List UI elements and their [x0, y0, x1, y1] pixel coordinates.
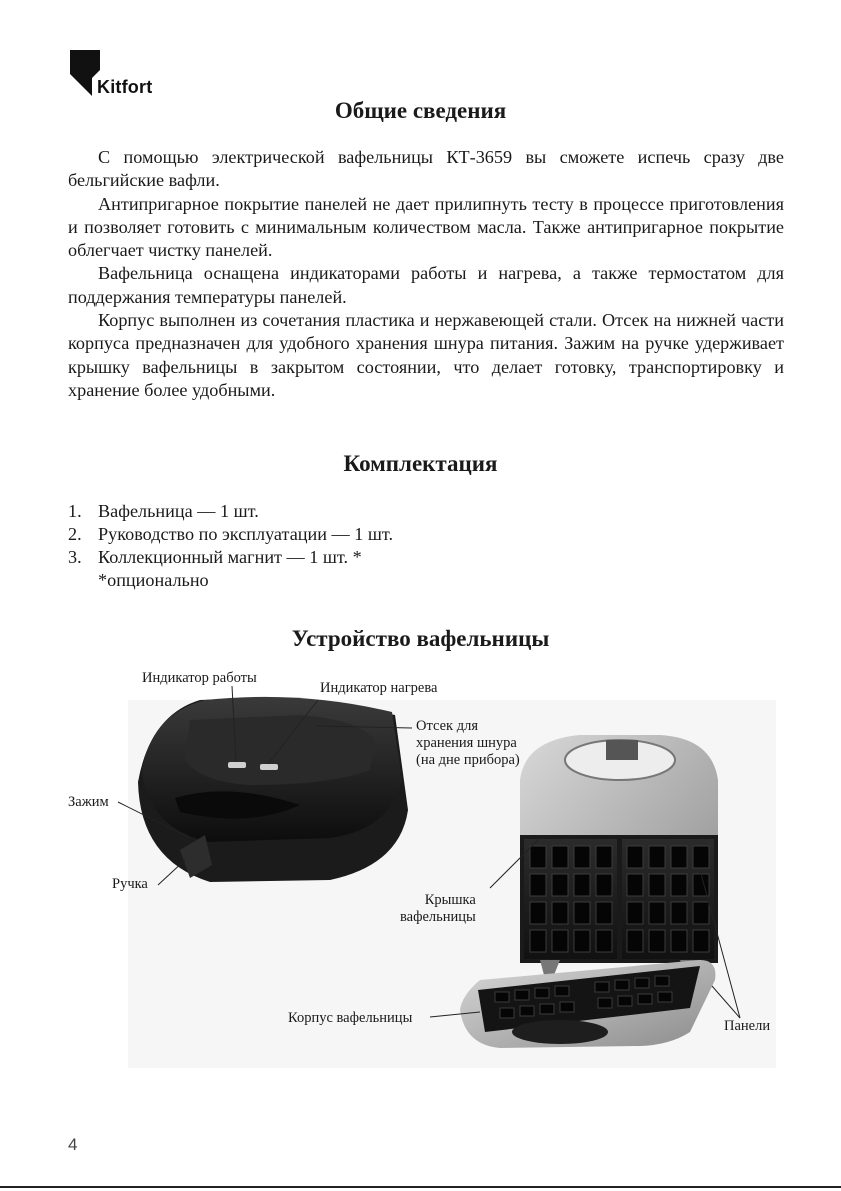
label-cord-storage-line: (на дне прибора)	[416, 752, 520, 768]
list-item-number: 2.	[68, 524, 82, 544]
waffle-maker-diagram	[0, 660, 841, 1080]
paragraph: Корпус выполнен из сочетания пластика и нержавеющей стали. Отсек на нижней части корпуса предназначен для удобного хранения шнура питания. Зажим на ручке удерживает крышку вафельницы в закрытом состоянии, что делает готовку, транспортировку и хранение более удобными.	[68, 310, 784, 400]
list-item-text: Руководство по эксплуатации — 1 шт.	[98, 524, 394, 544]
list-item	[68, 523, 393, 546]
section-title-device: Устройство вафельницы	[291, 626, 550, 651]
label-cord-storage-line: хранения шнура	[416, 735, 517, 751]
list-item-number: 3.	[68, 547, 82, 567]
paragraph: Антипригарное покрытие панелей не дает прилипнуть тесту в процессе приготовления и позволяет готовить с минимальным количеством масла. Также антипригарное покрытие облегчает чистку панелей.	[68, 193, 784, 261]
bottom-rule	[0, 1186, 841, 1188]
label-handle: Ручка	[112, 876, 148, 892]
label-heat-indicator: Индикатор нагрева	[320, 680, 438, 696]
section-title-general: Общие сведения	[334, 98, 507, 123]
list-item-text: Коллекционный магнит — 1 шт. *	[98, 547, 362, 567]
label-cord-storage	[416, 718, 520, 769]
paragraph: Вафельница оснащена индикаторами работы и нагрева, а также термостатом для поддержания температуры панелей.	[68, 263, 784, 307]
label-cord-storage-line: Отсек для	[416, 718, 478, 734]
kitfort-logo-mark-icon	[70, 50, 100, 96]
label-lid	[400, 892, 476, 926]
label-power-indicator: Индикатор работы	[142, 670, 257, 686]
label-plates: Панели	[724, 1018, 771, 1034]
list-item	[68, 546, 393, 569]
general-text	[68, 146, 784, 402]
label-body: Корпус вафельницы	[288, 1010, 413, 1026]
kitfort-logo	[70, 50, 170, 102]
label-lid-line: вафельницы	[400, 909, 476, 925]
list-item-number: 1.	[68, 501, 82, 521]
page-number: 4	[68, 1135, 78, 1154]
list-item-text: Вафельница — 1 шт.	[98, 501, 259, 521]
brand-name: Kitfort	[97, 77, 153, 97]
closed-waffle-maker	[138, 697, 408, 882]
paragraph: С помощью электрической вафельницы КТ-3659 вы сможете испечь сразу две бельгийские вафли.	[68, 147, 784, 191]
label-clamp: Зажим	[68, 794, 109, 810]
label-lid-line: Крышка	[424, 892, 476, 908]
contents-list	[68, 500, 393, 592]
optional-note: *опционально	[98, 570, 209, 590]
section-title-contents: Комплектация	[343, 451, 498, 476]
list-item	[68, 500, 393, 523]
